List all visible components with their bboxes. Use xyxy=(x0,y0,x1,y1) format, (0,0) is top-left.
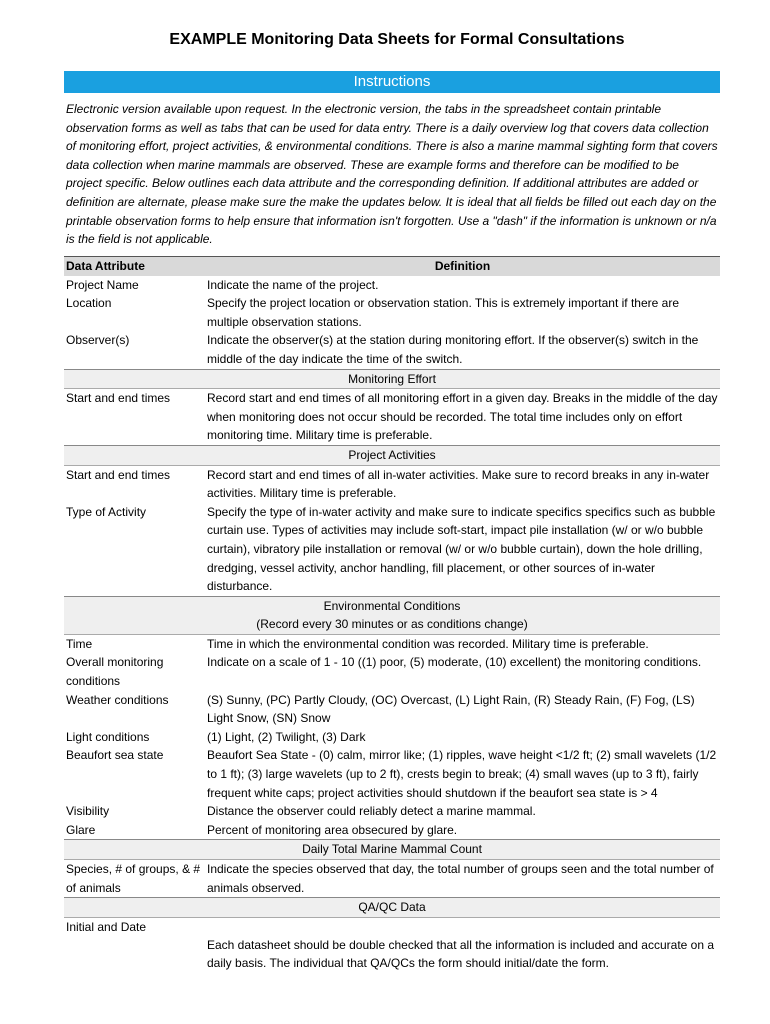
definition-cell: Beaufort Sea State - (0) calm, mirror like; (1) ripples, wave height <1/2 ft; (2) small wavelets (1/2 to 1 ft); (3) large wavelets (up to 2 ft), crests begin to break; (4) small waves (up to 3 ft), fairly frequent white caps; project activities should shutdown if the beaufort sea state is > 4 xyxy=(207,748,717,800)
section-title: QA/QC Data xyxy=(358,900,426,915)
table-row xyxy=(64,859,720,897)
column-header-definition: Definition xyxy=(434,259,491,273)
page-title: EXAMPLE Monitoring Data Sheets for Formal Consultations xyxy=(169,31,625,48)
table-header-row xyxy=(64,256,720,276)
table-row xyxy=(64,331,720,368)
table-row xyxy=(64,691,720,728)
data-attribute-cell: Species, # of groups, & # of animals xyxy=(66,862,201,895)
section-header xyxy=(64,897,720,917)
table-row xyxy=(64,388,720,445)
table-row xyxy=(64,917,720,973)
definition-cell: Percent of monitoring area obsecured by glare. xyxy=(207,822,458,837)
section-subtitle: (Record every 30 minutes or as conditions change) xyxy=(256,617,528,632)
section-title: Monitoring Effort xyxy=(348,371,436,386)
definition-cell: Record start and end times of all monitoring effort in a given day. Breaks in the middle of the day when monitoring does not occur should be recorded. The total time includes only on effort monitoring time. Military time is preferable. xyxy=(207,391,718,443)
data-attribute-cell: Time xyxy=(66,636,93,651)
data-attribute-cell: Weather conditions xyxy=(66,692,169,707)
section-title: Environmental Conditions xyxy=(323,598,461,613)
definition-cell: Each datasheet should be double checked that all the information is included and accurate on a daily basis. The individual that QA/QCs the form should initial/date the form. xyxy=(207,937,715,971)
intro-paragraph: Electronic version available upon request. In the electronic version, the tabs in the spreadsheet contain printable observation forms as well as tabs that can be used for data entry. There is a daily overview log that covers data collection of monitoring effort, project activities, & environmental conditions. There is also a marine mammal sighting form that covers data collection when marine mammals are observed. These are example forms and therefore can be modified to be project specific. Below outlines each data attribute and the corresponding definition. If additional attributes are added or definition are alternate, please make sure the make the updates below. It is ideal that all fields be filled out each day on the printable observation forms to help ensure that information isn't forgotten. Use a "dash" if the information is unknown or n/a is the field is not applicable. xyxy=(66,102,718,247)
data-attribute-cell: Beaufort sea state xyxy=(66,748,164,763)
table-row xyxy=(64,294,720,331)
data-attribute-cell: Type of Activity xyxy=(66,504,147,519)
definition-cell: Record start and end times of all in-water activities. Make sure to record breaks in any in-water activities. Military time is preferable. xyxy=(207,467,710,501)
section-header xyxy=(64,596,720,634)
data-attribute-cell: Light conditions xyxy=(66,729,150,744)
data-attribute-cell: Start and end times xyxy=(66,467,171,482)
data-attribute-cell: Glare xyxy=(66,822,96,837)
section-header xyxy=(64,369,720,389)
table-row xyxy=(64,465,720,503)
data-attribute-cell: Initial and Date xyxy=(66,919,147,934)
section-header xyxy=(64,445,720,465)
table-row xyxy=(64,634,720,654)
data-attribute-cell: Visibility xyxy=(66,804,110,819)
table-row xyxy=(64,802,720,821)
table-row xyxy=(64,821,720,840)
section-header xyxy=(64,839,720,859)
data-attribute-cell: Overall monitoring conditions xyxy=(66,655,164,689)
section-title: Project Activities xyxy=(348,447,436,462)
definition-cell: Indicate the species observed that day, the total number of groups seen and the total number of animals observed. xyxy=(207,862,714,895)
data-attribute-cell: Project Name xyxy=(66,277,139,292)
data-attribute-cell: Location xyxy=(66,296,112,311)
definition-cell: Indicate the observer(s) at the station during monitoring effort. If the observer(s) switch in the middle of the day indicate the time of the switch. xyxy=(207,333,699,366)
definition-cell: (1) Light, (2) Twilight, (3) Dark xyxy=(207,729,366,744)
definition-cell: Distance the observer could reliably detect a marine mammal. xyxy=(207,804,536,819)
data-attribute-cell: Start and end times xyxy=(66,391,171,406)
definition-cell: Specify the type of in-water activity and make sure to indicate specifics specifics such as bubble curtain use. Types of activities may include soft-start, impact pile installation (w/ or w/o bubble curtain), vibratory pile installation or removal (w/ or w/o bubble curtain), down the hole drilling, dredging, vessel activity, anchor handling, fill placement, or other sources of in-water disturbance. xyxy=(207,504,716,594)
column-header-attribute: Data Attribute xyxy=(66,259,145,273)
definition-cell: Specify the project location or observation station. This is extremely important if there are multiple observation stations. xyxy=(207,296,680,329)
instructions-header: Instructions xyxy=(64,71,720,93)
table-row xyxy=(64,276,720,295)
section-title: Daily Total Marine Mammal Count xyxy=(302,842,482,857)
definitions-table xyxy=(64,256,720,973)
table-row xyxy=(64,746,720,802)
definition-cell: (S) Sunny, (PC) Partly Cloudy, (OC) Overcast, (L) Light Rain, (R) Steady Rain, (F) Fog, (LS) Light Snow, (SN) Snow xyxy=(207,692,695,726)
data-attribute-cell: Observer(s) xyxy=(66,333,130,348)
definition-cell: Time in which the environmental condition was recorded. Military time is preferable. xyxy=(207,636,649,651)
table-body xyxy=(64,276,720,973)
table-row xyxy=(64,728,720,747)
table-row xyxy=(64,503,720,596)
table-row xyxy=(64,653,720,690)
definition-cell: Indicate on a scale of 1 - 10 ((1) poor, (5) moderate, (10) excellent) the monitoring conditions. xyxy=(207,655,702,670)
definition-cell: Indicate the name of the project. xyxy=(207,277,379,292)
